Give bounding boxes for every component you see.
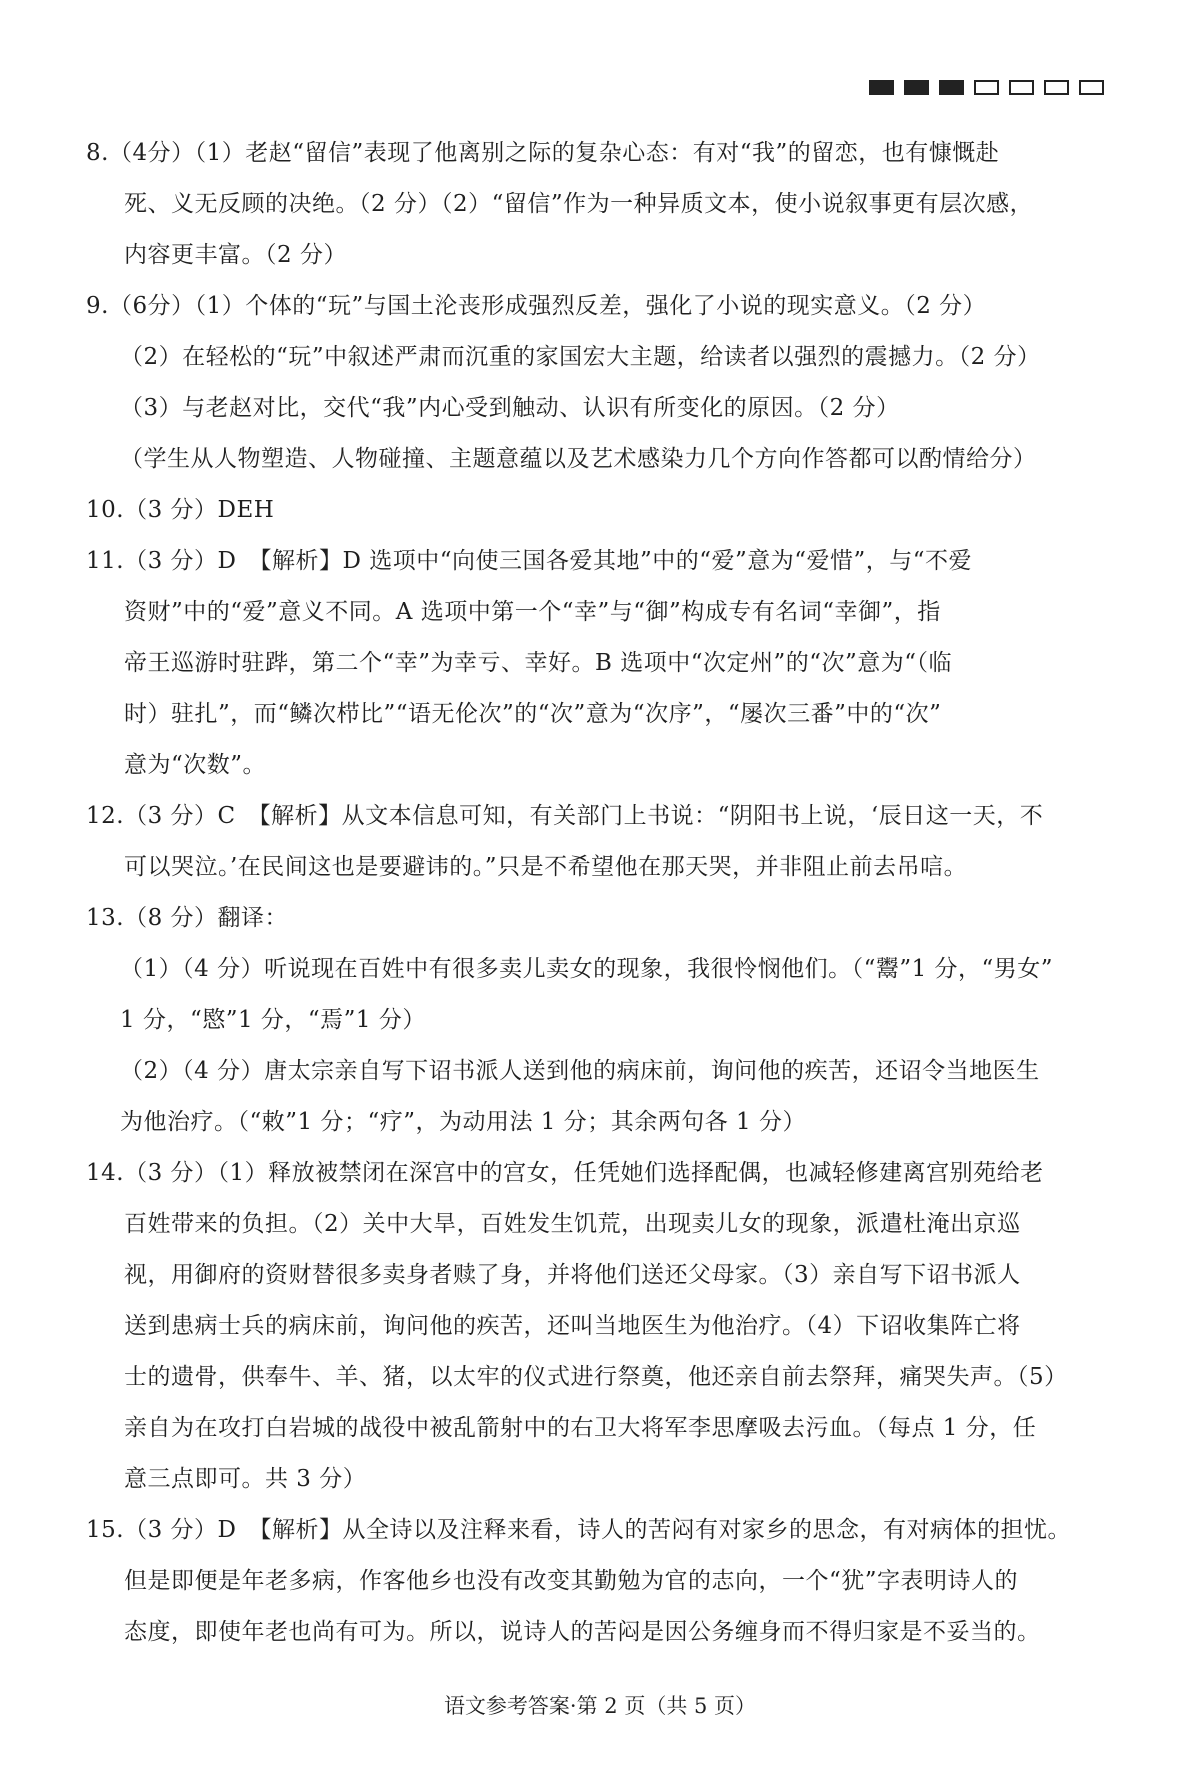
answer-number: 13.	[86, 905, 125, 931]
answer-text: 百姓带来的负担。（2）关中大旱，百姓发生饥荒，出现卖儿女的现象，派遣杜淹出京巡	[124, 1211, 1021, 1237]
page-footer: 语文参考答案·第 2 页（共 5 页）	[443, 1694, 757, 1718]
answer-text: 意为“次数”。	[124, 752, 267, 778]
answer-number: 10.	[86, 497, 125, 523]
answer-text: （3 分）（1）释放被禁闭在深宫中的宫女，任凭她们选择配偶，也减轻修建离宫别苑给老	[124, 1160, 1044, 1186]
answer-text: 可以哭泣。’在民间这也是要避讳的。”只是不希望他在那天哭，并非阻止前去吊唁。	[124, 854, 968, 880]
answer-subline: （3）与老赵对比，交代“我”内心受到触动、认识有所变化的原因。（2 分）	[120, 395, 900, 421]
answer-number: 12.	[86, 803, 125, 829]
answer-text: 视，用御府的资财替很多卖身者赎了身，并将他们送还父母家。（3）亲自写下诏书派人	[124, 1262, 1021, 1288]
answer-item	[86, 1148, 1106, 1505]
progress-mark-empty	[1079, 80, 1104, 95]
progress-mark-empty	[1044, 80, 1069, 95]
answer-text: （8 分）翻译：	[124, 905, 289, 931]
answer-text: （4分）（1）老赵“留信”表现了他离别之际的复杂心态：有对“我”的留恋，也有慷慨赴	[108, 140, 1000, 166]
progress-mark-filled	[939, 80, 964, 95]
answer-text: 士的遗骨，供奉牛、羊、猪，以太牢的仪式进行祭奠，他还亲自前去祭拜，痛哭失声。（5）	[124, 1364, 1068, 1390]
answer-subline: 为他治疗。（“敕”1 分；“疗”，为动用法 1 分；其余两句各 1 分）	[120, 1109, 806, 1135]
answer-subline: （1）（4 分）听说现在百姓中有很多卖儿卖女的现象，我很怜悯他们。（“鬻”1 分，“男女”	[120, 956, 1054, 982]
answer-subline: 1 分，“愍”1 分，“焉”1 分）	[120, 1007, 426, 1033]
answer-subline: （学生从人物塑造、人物碰撞、主题意蕴以及艺术感染力几个方向作答都可以酌情给分）	[120, 446, 1037, 472]
answer-text: 时）驻扎”，而“鳞次栉比”“语无伦次”的“次”意为“次序”，“屡次三番”中的“次”	[124, 701, 942, 727]
answer-number: 14.	[86, 1160, 125, 1186]
answer-text: 帝王巡游时驻跸，第二个“幸”为幸亏、幸好。B 选项中“次定州”的“次”意为“（临	[124, 650, 953, 676]
answer-subline: （2）在轻松的“玩”中叙述严肃而沉重的家国宏大主题，给读者以强烈的震撼力。（2 分）	[120, 344, 1041, 370]
answer-item	[86, 791, 1106, 893]
answer-text: （3 分）DEH	[124, 497, 275, 523]
answer-item	[86, 536, 1106, 791]
answer-item	[86, 485, 1106, 536]
answer-text: 但是即便是年老多病，作客他乡也没有改变其勤勉为官的志向，一个“犹”字表明诗人的	[124, 1568, 1019, 1594]
answer-text: 送到患病士兵的病床前，询问他的疾苦，还叫当地医生为他治疗。（4）下诏收集阵亡将	[124, 1313, 1021, 1339]
answer-text: 意三点即可。共 3 分）	[124, 1466, 367, 1492]
answer-text: （6分）（1）个体的“玩”与国土沦丧形成强烈反差，强化了小说的现实意义。（2 分）	[108, 293, 987, 319]
answer-number: 15.	[86, 1517, 125, 1543]
answer-list	[86, 128, 1106, 1658]
answer-item	[86, 1505, 1106, 1658]
answer-item	[86, 893, 1106, 1148]
answer-number: 11.	[86, 548, 125, 574]
answer-item	[86, 281, 1106, 485]
answer-item	[86, 128, 1106, 281]
answer-text: （3 分）D 【解析】从全诗以及注释来看，诗人的苦闷有对家乡的思念，有对病体的担忧。	[124, 1517, 1071, 1543]
progress-mark-filled	[869, 80, 894, 95]
answer-number: 8.	[86, 140, 109, 166]
answer-text: 资财”中的“爱”意义不同。A 选项中第一个“幸”与“御”构成专有名词“幸御”，指	[124, 599, 941, 625]
answer-subline: （2）（4 分）唐太宗亲自写下诏书派人送到他的病床前，询问他的疾苦，还诏令当地医生	[120, 1058, 1040, 1084]
answer-text: 死、义无反顾的决绝。（2 分）（2）“留信”作为一种异质文本，使小说叙事更有层次感，	[124, 191, 1034, 217]
progress-mark-filled	[904, 80, 929, 95]
answer-number: 9.	[86, 293, 109, 319]
answer-text: 亲自为在攻打白岩城的战役中被乱箭射中的右卫大将军李思摩吸去污血。（每点 1 分，任	[124, 1415, 1037, 1441]
answer-text: （3 分）D 【解析】D 选项中“向使三国各爱其地”中的“爱”意为“爱惜”，与“不爱	[124, 548, 973, 574]
progress-mark-empty	[1009, 80, 1034, 95]
answer-text: 态度，即使年老也尚有可为。所以，说诗人的苦闷是因公务缠身而不得归家是不妥当的。	[124, 1619, 1041, 1645]
answer-text: 内容更丰富。（2 分）	[124, 242, 347, 268]
progress-marks	[869, 80, 1104, 95]
answer-text: （3 分）C 【解析】从文本信息可知，有关部门上书说：“阴阳书上说，‘辰日这一天，不	[124, 803, 1044, 829]
progress-mark-empty	[974, 80, 999, 95]
